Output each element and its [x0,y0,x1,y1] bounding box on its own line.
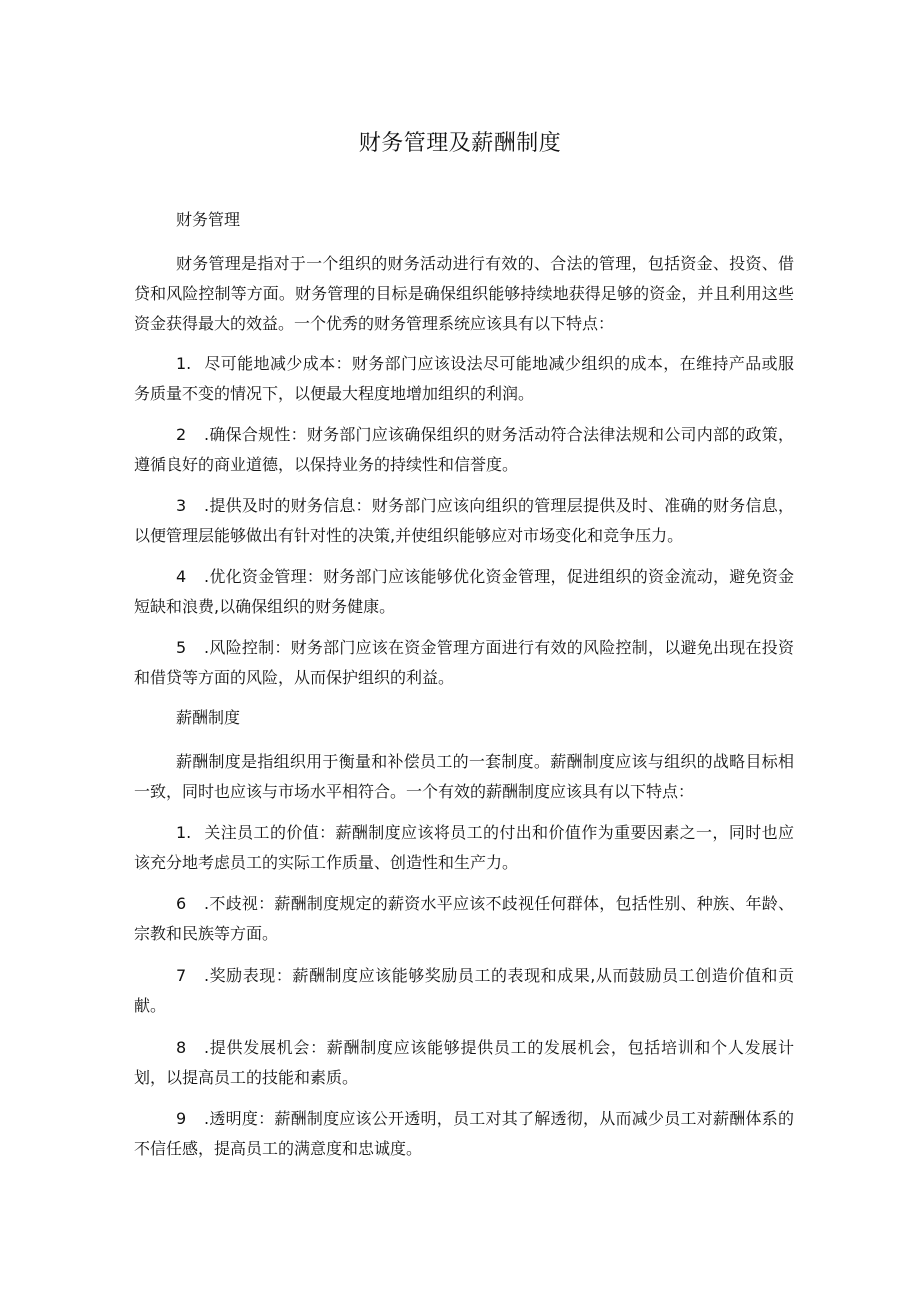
section-heading-finance: 财务管理 [176,210,241,229]
section-heading-compensation: 薪酬制度 [176,708,241,727]
compensation-item-6 [134,889,794,949]
compensation-item-7 [134,961,794,1021]
item-text: .优化资金管理：财务部门应该能够优化资金管理，促进组织的资金流动，避免资金短缺和浪费,以确保组织的财务健康。 [134,567,794,616]
item-text: 尽可能地减少成本：财务部门应该设法尽可能地减少组织的成本，在维持产品或服务质量不变的情况下，以便最大程度地增加组织的利润。 [134,354,794,403]
document-title: 财务管理及薪酬制度 [358,131,562,156]
compensation-item-8 [134,1033,794,1093]
item-number: 5 [176,638,187,657]
item-text: .透明度：薪酬制度应该公开透明，员工对其了解透彻，从而减少员工对薪酬体系的不信任感，提高员工的满意度和忠诚度。 [134,1109,794,1158]
finance-item-2 [134,420,794,480]
item-text: .不歧视：薪酬制度规定的薪资水平应该不歧视任何群体，包括性别、种族、年龄、宗教和民族等方面。 [134,894,794,943]
item-number: 7 [176,966,187,985]
item-text: .风险控制：财务部门应该在资金管理方面进行有效的风险控制，以避免出现在投资和借贷等方面的风险，从而保护组织的利益。 [134,638,794,687]
item-text: .提供及时的财务信息：财务部门应该向组织的管理层提供及时、准确的财务信息，以便管理层能够做出有针对性的决策,并使组织能够应对市场变化和竞争压力。 [134,496,794,545]
finance-item-4 [134,562,794,622]
item-number: 1. [176,354,192,373]
item-text: 关注员工的价值：薪酬制度应该将员工的付出和价值作为重要因素之一，同时也应该充分地考虑员工的实际工作质量、创造性和生产力。 [134,823,794,872]
finance-item-5 [134,633,794,693]
finance-item-3 [134,491,794,551]
compensation-item-9 [134,1104,794,1164]
item-text: .确保合规性：财务部门应该确保组织的财务活动符合法律法规和公司内部的政策，遵循良好的商业道德，以保持业务的持续性和信誉度。 [134,425,794,474]
item-text: .奖励表现：薪酬制度应该能够奖励员工的表现和成果,从而鼓励员工创造价值和贡献。 [134,966,794,1015]
item-number: 6 [176,894,187,913]
item-number: 4 [176,567,187,586]
item-number: 1. [176,823,192,842]
finance-item-1 [134,349,794,409]
item-number: 9 [176,1109,187,1128]
item-number: 3 [176,496,187,515]
finance-intro-paragraph: 财务管理是指对于一个组织的财务活动进行有效的、合法的管理，包括资金、投资、借贷和风险控制等方面。财务管理的目标是确保组织能够持续地获得足够的资金，并且利用这些资金获得最大的效益。一个优秀的财务管理系统应该具有以下特点： [134,254,794,333]
compensation-item-1 [134,818,794,878]
item-text: .提供发展机会：薪酬制度应该能够提供员工的发展机会，包括培训和个人发展计划，以提高员工的技能和素质。 [134,1038,794,1087]
compensation-intro-paragraph: 薪酬制度是指组织用于衡量和补偿员工的一套制度。薪酬制度应该与组织的战略目标相一致，同时也应该与市场水平相符合。一个有效的薪酬制度应该具有以下特点： [134,752,794,801]
item-number: 8 [176,1038,187,1057]
item-number: 2 [176,425,187,444]
